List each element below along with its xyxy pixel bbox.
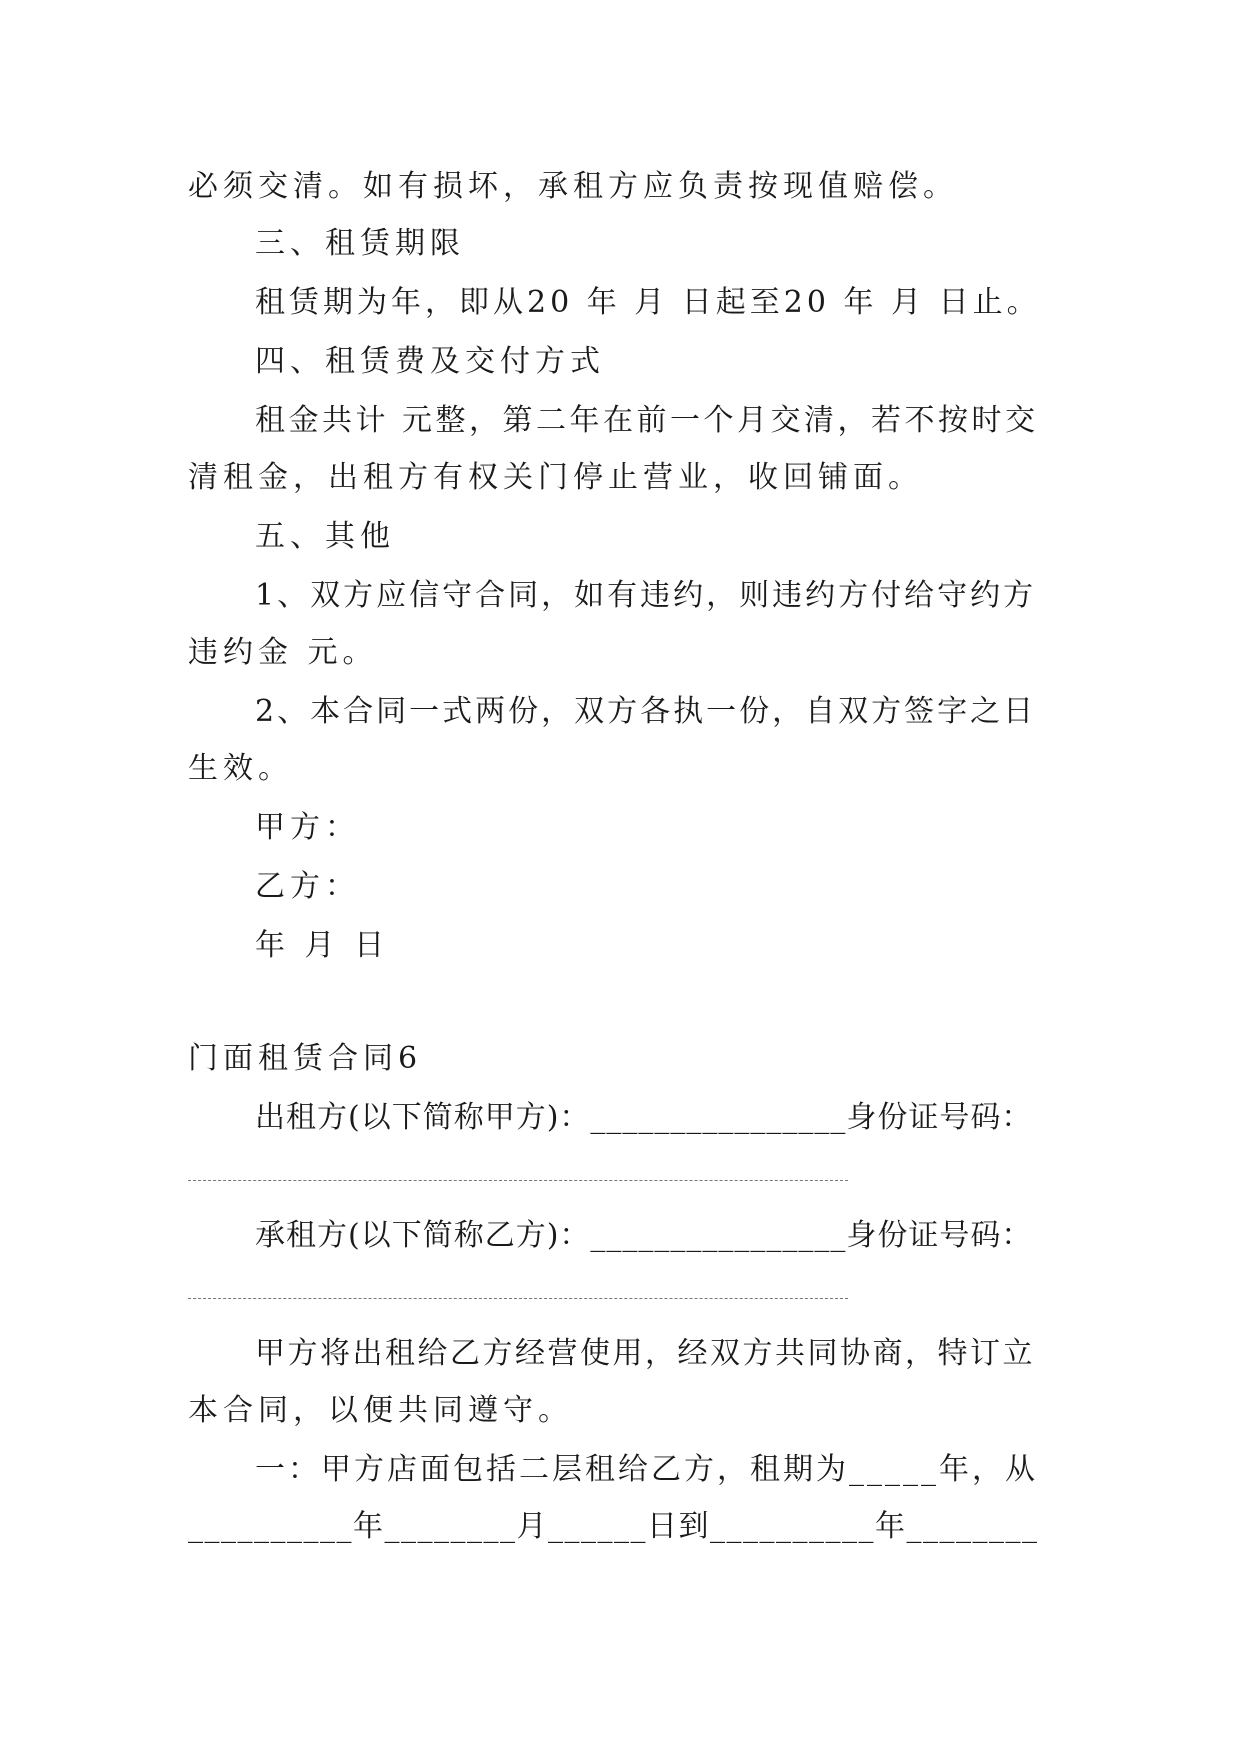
section-heading: 三、租赁期限 (255, 226, 465, 261)
text-line: 生效。 (188, 751, 293, 786)
text-line: 2、本合同一式两份，双方各执一份，自双方签字之日 (255, 694, 1037, 729)
section-heading: 四、租赁费及交付方式 (255, 344, 605, 379)
party-a-signature-label: 甲方： (255, 810, 360, 845)
id-number-blank-line (188, 1180, 848, 1181)
date-line: 年 月 日 (255, 928, 390, 963)
text-line: 清租金，出租方有权关门停止营业，收回铺面。 (188, 460, 923, 495)
contract-title: 门面租赁合同6 (188, 1041, 423, 1076)
lessor-line: 出租方(以下简称甲方)：________________身份证号码： (255, 1100, 1033, 1135)
text-line: 必须交清。如有损坏，承租方应负责按现值赔偿。 (188, 169, 958, 204)
text-line: 一：甲方店面包括二层租给乙方，租期为_____年，从 (255, 1452, 1038, 1487)
id-number-blank-line (188, 1298, 848, 1299)
text-line: 1、双方应信守合同，如有违约，则违约方付给守约方 (255, 578, 1037, 613)
lessee-line: 承租方(以下简称乙方)：________________身份证号码： (255, 1218, 1033, 1253)
party-b-signature-label: 乙方： (255, 869, 360, 904)
text-line: __________年________月______日到__________年________ (188, 1509, 1039, 1544)
text-line: 违约金 元。 (188, 635, 378, 670)
text-line: 甲方将出租给乙方经营使用，经双方共同协商，特订立 (255, 1336, 1035, 1371)
section-heading: 五、其他 (255, 519, 395, 554)
text-line: 本合同，以便共同遵守。 (188, 1393, 573, 1428)
text-line: 租赁期为年，即从20 年 月 日起至20 年 月 日止。 (255, 285, 1041, 320)
text-line: 租金共计 元整，第二年在前一个月交清，若不按时交 (255, 403, 1039, 438)
